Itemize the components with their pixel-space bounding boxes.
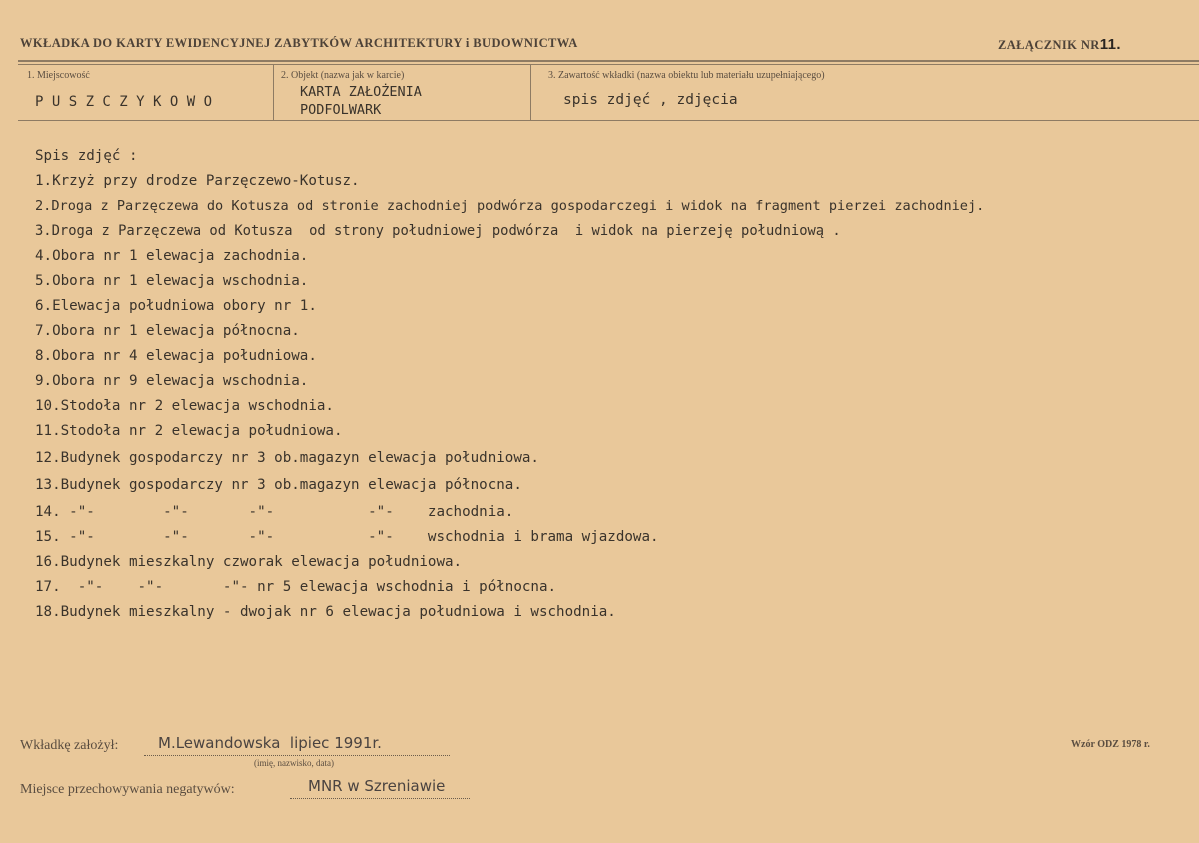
content-label: 3. Zawartość wkładki (nazwa obiektu lub materiału uzupełniającego) xyxy=(548,70,825,81)
object-label: 2. Objekt (nazwa jak w karcie) xyxy=(281,70,405,81)
founded-label: Wkładkę założył: xyxy=(20,738,119,753)
content-value: spis zdjęć , zdjęcia xyxy=(563,92,738,108)
header-rule-top xyxy=(18,60,1199,62)
list-item: 16.Budynek mieszkalny czworak elewacja południowa. xyxy=(35,554,463,570)
header-rule-bottom xyxy=(18,120,1199,121)
list-item: 1.Krzyż przy drodze Parzęczewo-Kotusz. xyxy=(35,173,360,189)
founded-hint: (imię, nazwisko, data) xyxy=(254,758,334,768)
annex-number: 11. xyxy=(1099,36,1121,53)
list-item: 3.Droga z Parzęczewa od Kotusza od strony południowej podwórza i widok na pierzeję południową . xyxy=(35,223,841,239)
list-item: 10.Stodoła nr 2 elewacja wschodnia. xyxy=(35,398,334,414)
list-item: 17. -"- -"- -"- nr 5 elewacja wschodnia i północna. xyxy=(35,579,557,595)
column-divider-2 xyxy=(530,64,531,120)
list-item: 4.Obora nr 1 elewacja zachodnia. xyxy=(35,248,309,264)
founded-value: M.Lewandowska lipiec 1991r. xyxy=(158,734,382,752)
header-rule-top-thin xyxy=(18,64,1199,65)
list-item: 9.Obora nr 9 elewacja wschodnia. xyxy=(35,373,309,389)
negatives-value: MNR w Szreniawie xyxy=(308,777,446,795)
column-divider-1 xyxy=(273,64,274,120)
negatives-line xyxy=(290,797,470,799)
list-item: 12.Budynek gospodarczy nr 3 ob.magazyn elewacja południowa. xyxy=(35,450,539,466)
form-title: WKŁADKA DO KARTY EWIDENCYJNEJ ZABYTKÓW ARCHITEKTURY i BUDOWNICTWA xyxy=(20,36,578,50)
annex-label: ZAŁĄCZNIK NR xyxy=(998,38,1100,52)
object-value-line1: KARTA ZAŁOŻENIA xyxy=(300,84,422,100)
list-item: 15. -"- -"- -"- -"- wschodnia i brama wjazdowa. xyxy=(35,529,659,545)
list-item: 8.Obora nr 4 elewacja południowa. xyxy=(35,348,317,364)
locality-label: 1. Miejscowość xyxy=(27,70,90,81)
list-heading: Spis zdjęć : xyxy=(35,148,138,164)
list-item: 5.Obora nr 1 elewacja wschodnia. xyxy=(35,273,309,289)
list-item: 6.Elewacja południowa obory nr 1. xyxy=(35,298,317,314)
list-item: 2.Droga z Parzęczewa do Kotusza od stronie zachodniej podwórza gospodarczegi i widok na fragment pierzei zachodniej. xyxy=(35,198,985,214)
list-item: 14. -"- -"- -"- -"- zachodnia. xyxy=(35,504,514,520)
list-item: 13.Budynek gospodarczy nr 3 ob.magazyn elewacja północna. xyxy=(35,477,522,493)
object-value-line2: PODFOLWARK xyxy=(300,102,382,118)
form-code: Wzór ODZ 1978 r. xyxy=(1071,739,1150,750)
founded-line xyxy=(144,754,450,756)
annex-label-group xyxy=(998,36,1121,53)
list-item: 18.Budynek mieszkalny - dwojak nr 6 elewacja południowa i wschodnia. xyxy=(35,604,616,620)
locality-value: P U S Z C Z Y K O W O xyxy=(35,94,213,110)
negatives-label: Miejsce przechowywania negatywów: xyxy=(20,782,235,797)
list-item: 7.Obora nr 1 elewacja północna. xyxy=(35,323,300,339)
list-item: 11.Stodoła nr 2 elewacja południowa. xyxy=(35,423,343,439)
